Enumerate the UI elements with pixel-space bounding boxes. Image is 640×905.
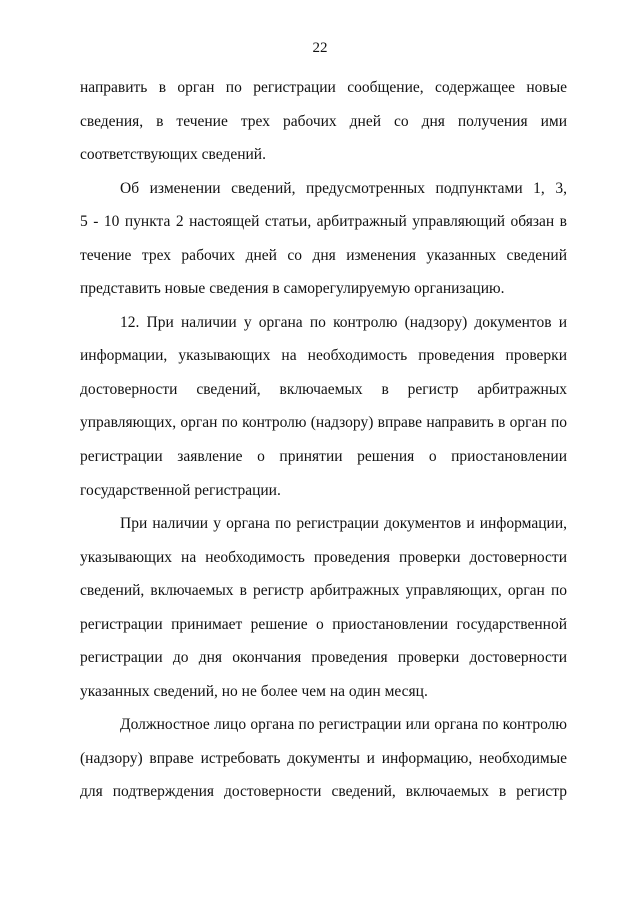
- text-line: представить новые сведения в саморегулируемую организацию.: [80, 280, 505, 298]
- text-line: государственной регистрации.: [80, 481, 281, 499]
- text-line: течение трех рабочих дней со дня изменения указанных сведений: [80, 246, 567, 264]
- text-line: указанных сведений, но не более чем на один месяц.: [80, 682, 428, 700]
- page-number: 22: [312, 40, 328, 56]
- document-body: [80, 71, 567, 809]
- text-line: информации, указывающих на необходимость проведения проверки: [80, 347, 567, 365]
- text-line: сведения, в течение трех рабочих дней со дня получения ими: [80, 112, 567, 130]
- text-line: направить в орган по регистрации сообщение, содержащее новые: [80, 79, 567, 96]
- text-line: соответствующих сведений.: [80, 146, 266, 164]
- text-line: указывающих на необходимость проведения проверки достоверности: [80, 548, 567, 566]
- text-line: сведений, включаемых в регистр арбитражных управляющих, орган по: [80, 582, 567, 600]
- text-line: регистрации принимает решение о приостановлении государственной: [80, 615, 567, 633]
- text-line: для подтверждения достоверности сведений, включаемых в регистр: [80, 783, 567, 801]
- text-line: (надзору) вправе истребовать документы и информацию, необходимые: [80, 749, 567, 767]
- text-line: 12. При наличии у органа по контролю (надзору) документов и: [120, 313, 567, 331]
- text-line: При наличии у органа по регистрации документов и информации,: [120, 515, 567, 533]
- text-line: управляющих, орган по контролю (надзору) вправе направить в орган по: [80, 414, 567, 432]
- text-line: Об изменении сведений, предусмотренных подпунктами 1, 3,: [120, 179, 567, 197]
- text-line: 5 - 10 пункта 2 настоящей статьи, арбитражный управляющий обязан в: [80, 213, 567, 231]
- text-line: достоверности сведений, включаемых в регистр арбитражных: [80, 380, 567, 398]
- text-line: регистрации до дня окончания проведения проверки достоверности: [80, 649, 567, 667]
- text-line: Должностное лицо органа по регистрации или органа по контролю: [120, 716, 567, 734]
- text-line: регистрации заявление о принятии решения о приостановлении: [80, 448, 567, 466]
